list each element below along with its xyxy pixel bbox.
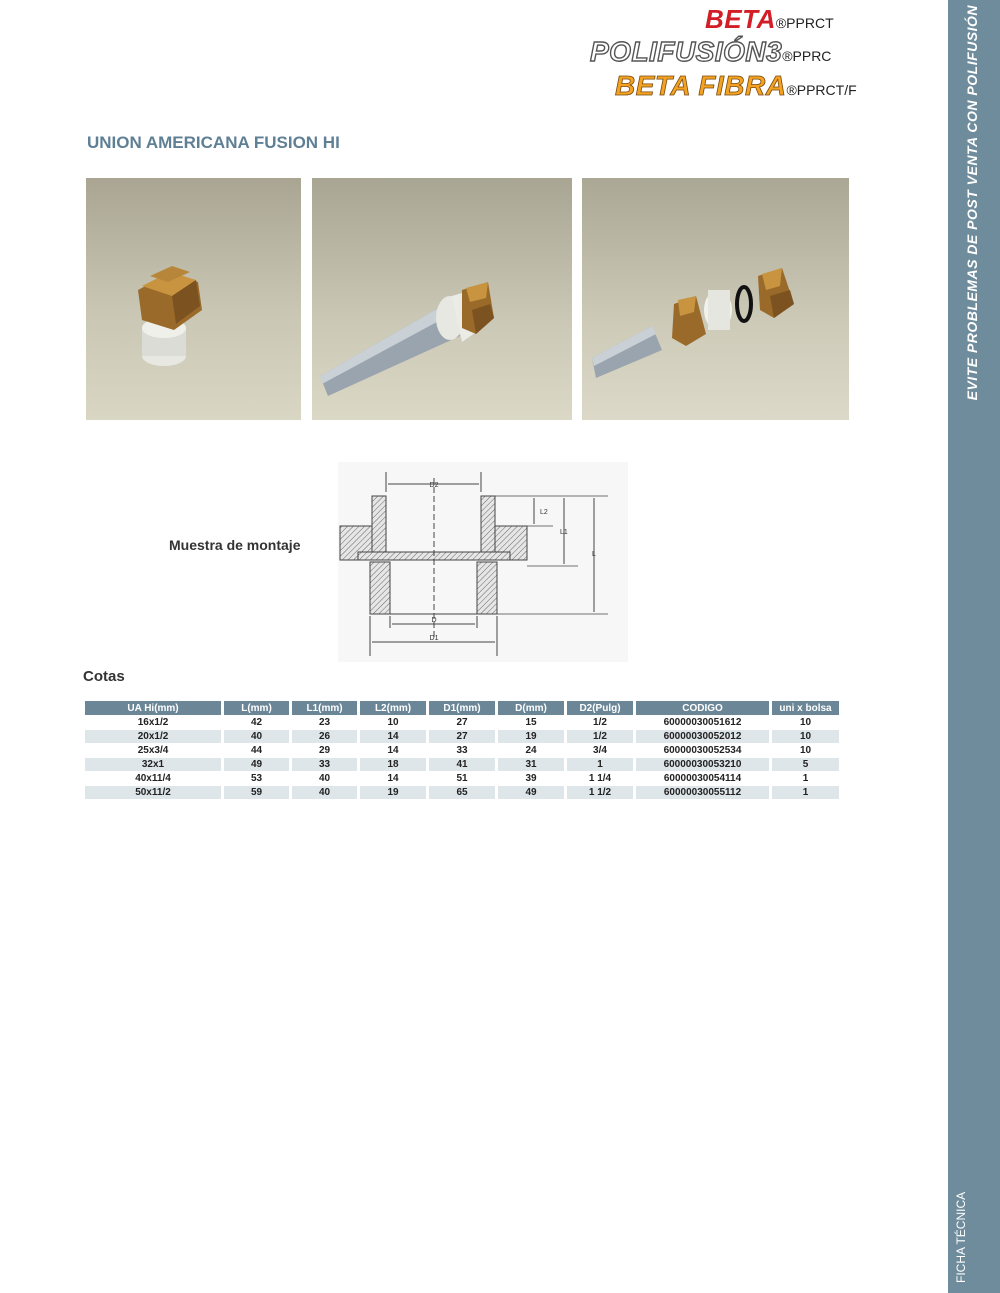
table-cell: 40 <box>292 772 357 785</box>
table-cell: 40 <box>292 786 357 799</box>
brand-beta-fibra-name: BETA FIBRA <box>615 70 787 101</box>
diagram-caption: Muestra de montaje <box>169 537 301 553</box>
table-cell: 32x1 <box>85 758 221 771</box>
label-l: L <box>592 551 596 558</box>
table-cell: 49 <box>224 758 289 771</box>
label-l2: L2 <box>540 509 548 516</box>
table-cell: 14 <box>360 730 426 743</box>
table-cell: 26 <box>292 730 357 743</box>
table-row <box>85 772 839 785</box>
table-row <box>85 716 839 729</box>
table-cell: 18 <box>360 758 426 771</box>
col-header-l1: L1(mm) <box>292 701 357 715</box>
col-header-codigo: CODIGO <box>636 701 769 715</box>
col-header-d1: D1(mm) <box>429 701 495 715</box>
table-cell: 25x3/4 <box>85 744 221 757</box>
table-row <box>85 786 839 799</box>
label-d2: D2 <box>429 482 439 489</box>
table-cell: 33 <box>292 758 357 771</box>
sidebar-footer-label: FICHA TÉCNICA <box>954 1191 968 1283</box>
table-cell: 60000030055112 <box>636 786 769 799</box>
table-cell: 20x1/2 <box>85 730 221 743</box>
table-cell: 10 <box>772 744 839 757</box>
label-d: D <box>431 617 437 624</box>
col-header-ua: UA Hi(mm) <box>85 701 221 715</box>
table-cell: 59 <box>224 786 289 799</box>
page-title: UNION AMERICANA FUSION HI <box>87 133 340 152</box>
brand-beta-suffix: ®PPRCT <box>775 15 834 31</box>
table-cell: 60000030052012 <box>636 730 769 743</box>
table-cell: 53 <box>224 772 289 785</box>
dimensions-table <box>82 700 842 800</box>
table-cell: 60000030054114 <box>636 772 769 785</box>
table-cell: 27 <box>429 716 495 729</box>
col-header-d: D(mm) <box>498 701 564 715</box>
table-cell: 42 <box>224 716 289 729</box>
table-cell: 31 <box>498 758 564 771</box>
table-cell: 39 <box>498 772 564 785</box>
table-cell: 60000030052534 <box>636 744 769 757</box>
table-cell: 23 <box>292 716 357 729</box>
brand-beta-fibra <box>615 70 857 102</box>
brand-polifusion-name: POLIFUSIÓN3 <box>590 36 783 67</box>
table-cell: 33 <box>429 744 495 757</box>
table-cell: 14 <box>360 772 426 785</box>
table-cell: 50x11/2 <box>85 786 221 799</box>
table-cell: 40x11/4 <box>85 772 221 785</box>
label-l1: L1 <box>560 529 568 536</box>
table-cell: 41 <box>429 758 495 771</box>
table-cell: 19 <box>498 730 564 743</box>
sidebar-slogan: EVITE PROBLEMAS DE POST VENTA CON POLIFUSIÓN <box>964 5 980 401</box>
table-cell: 49 <box>498 786 564 799</box>
table-cell: 27 <box>429 730 495 743</box>
col-header-l2: L2(mm) <box>360 701 426 715</box>
table-cell: 10 <box>772 730 839 743</box>
table-cell: 60000030051612 <box>636 716 769 729</box>
table-cell: 3/4 <box>567 744 633 757</box>
table-cell: 10 <box>772 716 839 729</box>
table-cell: 40 <box>224 730 289 743</box>
table-cell: 51 <box>429 772 495 785</box>
table-cell: 44 <box>224 744 289 757</box>
table-cell: 10 <box>360 716 426 729</box>
col-header-l: L(mm) <box>224 701 289 715</box>
table-row <box>85 758 839 771</box>
table-cell: 16x1/2 <box>85 716 221 729</box>
cotas-heading: Cotas <box>83 668 125 685</box>
brand-beta-name: BETA <box>705 4 776 34</box>
col-header-uni: uni x bolsa <box>772 701 839 715</box>
table-cell: 1 <box>772 786 839 799</box>
brand-polifusion <box>590 36 831 68</box>
table-row <box>85 744 839 757</box>
table-cell: 1/2 <box>567 730 633 743</box>
table-cell: 60000030053210 <box>636 758 769 771</box>
label-d1: D1 <box>429 635 439 642</box>
table-cell: 15 <box>498 716 564 729</box>
fitting-illustration <box>86 178 301 420</box>
brand-polifusion-suffix: ®PPRC <box>782 48 832 64</box>
col-header-d2: D2(Pulg) <box>567 701 633 715</box>
table-cell: 1 1/2 <box>567 786 633 799</box>
table-cell: 24 <box>498 744 564 757</box>
exploded-view-illustration <box>582 178 849 420</box>
table-cell: 29 <box>292 744 357 757</box>
table-cell: 5 <box>772 758 839 771</box>
brand-beta-fibra-suffix: ®PPRCT/F <box>786 82 857 98</box>
pipe-fitting-illustration <box>312 178 572 420</box>
table-header-row <box>85 701 839 715</box>
product-photo-fitting <box>86 178 301 420</box>
product-photo-exploded <box>582 178 849 420</box>
brand-beta <box>705 4 834 35</box>
table-row <box>85 730 839 743</box>
table-cell: 19 <box>360 786 426 799</box>
table-cell: 1/2 <box>567 716 633 729</box>
table-cell: 65 <box>429 786 495 799</box>
product-photo-pipe <box>312 178 572 420</box>
assembly-diagram <box>338 462 628 662</box>
table-cell: 1 1/4 <box>567 772 633 785</box>
table-cell: 1 <box>772 772 839 785</box>
table-cell: 1 <box>567 758 633 771</box>
table-cell: 14 <box>360 744 426 757</box>
